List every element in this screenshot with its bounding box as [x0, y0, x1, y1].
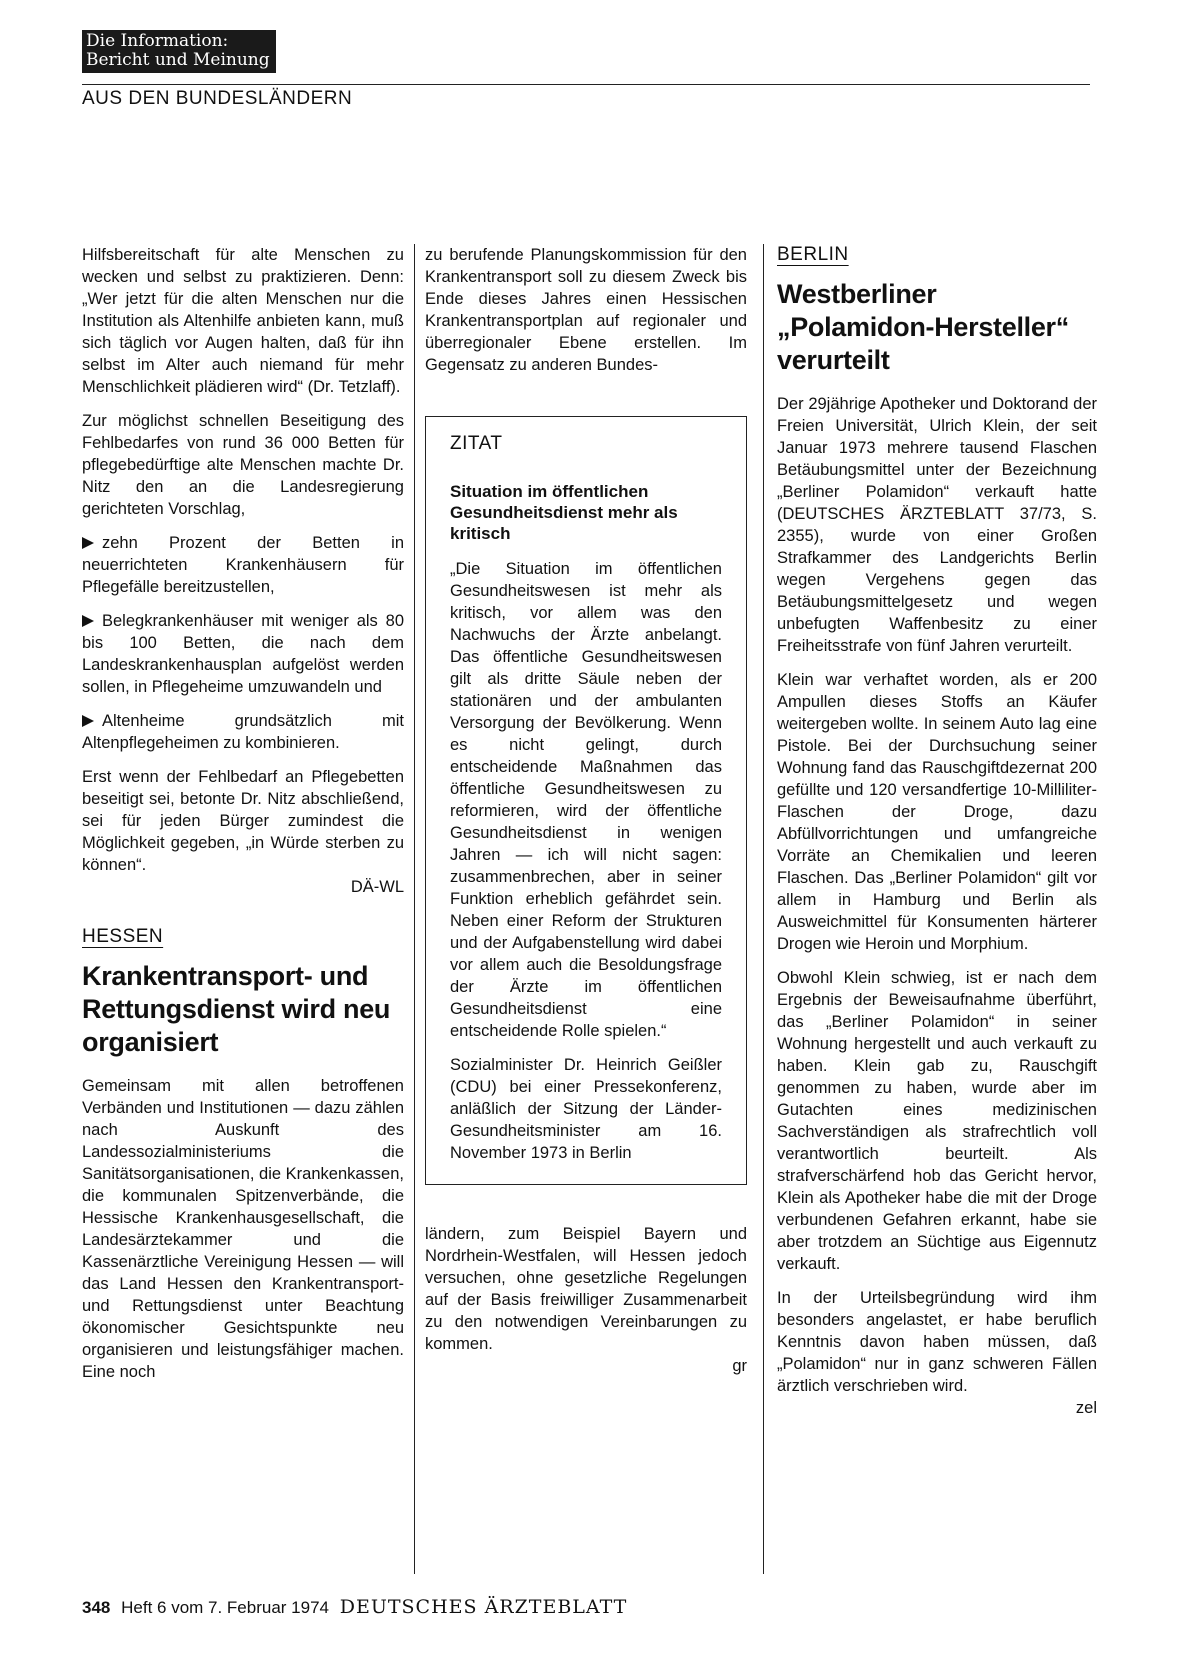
column-3 — [777, 244, 1097, 1431]
paragraph — [82, 766, 404, 898]
author-signature: zel — [1075, 1399, 1097, 1417]
bullet-item — [82, 710, 404, 754]
header-rule — [82, 84, 1090, 85]
quote-text: „Die Situation im öffentlichen Gesundheitswesen ist mehr als kritisch, vor allem was den Nachwuchs der Ärzte anbelangt. Das öffentliche Gesundheitswesen gilt als dritte Säule neben der stationären und der ambulanten Versorgung der Bevölkerung. Wenn es nicht gelingt, durch entscheidende Maßnahmen das öffentliche Gesundheitswesen zu reformieren, wird der öffentliche Gesundheitsdienst in wenigen Jahren — ich will nicht sagen: zusammenbrechen, aber in seiner Funktion erheblich gefährdet sein. Neben einer Reform der Strukturen und der Aufgabenstellung wird dabei vor allem auch die Besoldungsfrage der Ärzte im öffentlichen Gesundheitsdienst eine entscheidende Rolle spielen.“ — [450, 560, 722, 1040]
badge-line-2: Bericht und Meinung — [86, 50, 270, 70]
section-title: AUS DEN BUNDESLÄNDERN — [82, 88, 353, 109]
paragraph: Der 29jährige Apotheker und Doktorand der Freien Universität, Ulrich Klein, der seit Januar 1973 mehrere tausend Flaschen Betäubungsmittel unter der Bezeichnung „Berliner Polamidon“ verkauft hatte (DEUTSCHES ÄRZTEBLATT 37/73, S. 2355), wurde von einer Großen Strafkammer des Landgerichts Berlin wegen Vergehens gegen das Betäubungsmittelgesetz und wegen unbefugten Waffenbesitz zu einer Freiheitsstrafe von fünf Jahren verurteilt. — [777, 395, 1097, 655]
region-label-hessen: HESSEN — [82, 926, 164, 947]
paragraph — [425, 1223, 747, 1377]
column-1 — [82, 244, 404, 1395]
article-headline-hessen: Krankentransport- und Rettungsdienst wird neu organisiert — [82, 961, 391, 1057]
quote-source: Sozialminister Dr. Heinrich Geißler (CDU) bei einer Pressekonferenz, anläßlich der Sitzung der Länder-Gesundheitsminister am 16. November 1973 in Berlin — [450, 1056, 722, 1162]
column-divider-2 — [763, 244, 764, 1574]
quote-title: Situation im öffentlichen Gesundheitsdienst mehr als kritisch — [450, 482, 678, 543]
issue-info: Heft 6 vom 7. Februar 1974 — [121, 1598, 329, 1617]
bullet-text: Altenheime grundsätzlich mit Altenpflegeheimen zu kombinieren. — [82, 712, 404, 752]
author-signature: gr — [732, 1357, 747, 1375]
paragraph: zu berufende Planungskommission für den Krankentransport soll zu diesem Zweck bis Ende dieses Jahres einen Hessischen Krankentransportplan auf regionaler und überregionaler Ebene erstellen. Im Gegensatz zu anderen Bundes- — [425, 246, 747, 374]
author-signature: DÄ-WL — [350, 878, 404, 896]
page-footer — [82, 1596, 627, 1618]
bullet-item — [82, 610, 404, 698]
page-number: 348 — [82, 1598, 111, 1617]
region-label-berlin: BERLIN — [777, 244, 849, 265]
paragraph: Hilfsbereitschaft für alte Menschen zu wecken und selbst zu praktizieren. Denn: „Wer jetzt für die alten Menschen nur die Institution als Altenhilfe anbieten kann, muß sich täglich vor Augen halten, daß für ihn selbst im Alter auch niemand für mehr Menschlichkeit plädieren wird“ (Dr. Tetzlaff). — [82, 246, 404, 396]
paragraph: Klein war verhaftet worden, als er 200 Ampullen dieses Stoffs an Käufer weitergeben wollte. In seinem Auto lag eine Pistole. Bei der Durchsuchung seiner Wohnung fand das Rauschgiftdezernat 200 gefüllte und 120 versandfertige 10-Milliliter-Flaschen der Droge, dazu Abfüllvorrichtungen und umfangreiche Vorräte an Chemikalien und leeren Flaschen. Das „Berliner Polamidon“ gilt vor allem in Hamburg und Berlin als Ausweichmittel für Konsumenten härterer Drogen wie Heroin und Morphium. — [777, 671, 1097, 953]
paragraph-text: In der Urteilsbegründung wird ihm besonders angelastet, er habe beruflich Kenntnis davon haben müssen, daß „Polamidon“ nur in ganz schweren Fällen ärztlich verschrieben wird. — [777, 1289, 1097, 1395]
bullet-text: Belegkrankenhäuser mit weniger als 80 bis 100 Betten, die nach dem Landeskrankenhausplan aufgelöst werden sollen, in Pflegeheime umzuwandeln und — [82, 612, 404, 696]
quote-box — [425, 416, 747, 1185]
triangle-bullet-icon — [82, 537, 94, 549]
bullet-item — [82, 532, 404, 598]
paragraph: Obwohl Klein schwieg, ist er nach dem Ergebnis der Beweisaufnahme überführt, das „Berliner Polamidon“ in seiner Wohnung hergestellt und auch verkauft zu haben. Klein gab zu, Rauschgift genommen zu haben, wurde aber im Gutachten eines medizinischen Sachverständigen als strafrechtlich voll verantwortlich beurteilt. Als strafverschärfend hob das Gericht hervor, Klein als Apotheker habe die mit der Droge verbundenen Gefahren erkannt, habe sie aber trotzdem an Süchtige aus Eigennutz verkauft. — [777, 969, 1097, 1273]
journal-name: DEUTSCHES ÄRZTEBLATT — [339, 1596, 628, 1618]
quote-label: ZITAT — [450, 433, 503, 454]
paragraph — [777, 1287, 1097, 1419]
triangle-bullet-icon — [82, 715, 94, 727]
badge-line-1: Die Information: — [86, 31, 229, 51]
column-divider-1 — [414, 244, 415, 1574]
paragraph-text: Erst wenn der Fehlbedarf an Pflegebetten beseitigt sei, betonte Dr. Nitz abschließend, sei für jeden Bürger zumindest die Möglichkeit gegeben, „in Würde sterben zu können“. — [82, 768, 404, 874]
paragraph: Zur möglichst schnellen Beseitigung des Fehlbedarfes von rund 36 000 Betten für pflegebedürftige alte Menschen machte Dr. Nitz den an die Landesregierung gerichteten Vorschlag, — [82, 412, 404, 518]
column-2 — [425, 244, 747, 1389]
triangle-bullet-icon — [82, 615, 94, 627]
paragraph: Gemeinsam mit allen betroffenen Verbänden und Institutionen — dazu zählen nach Auskunft des Landessozialministeriums die Sanitätsorganisationen, die Krankenkassen, die kommunalen Spitzenverbände, die Hessische Krankenhausgesellschaft, die Landesärztekammer und die Kassenärztliche Vereinigung Hessen — will das Land Hessen den Krankentransport- und Rettungsdienst unter Beachtung ökonomischer Gesichtspunkte neu organisieren und leistungsfähiger machen. Eine noch — [82, 1077, 404, 1381]
paragraph-text: ländern, zum Beispiel Bayern und Nordrhein-Westfalen, will Hessen jedoch versuchen, ohne gesetzliche Regelungen auf der Basis freiwilliger Zusammenarbeit zu den notwendigen Vereinbarungen zu kommen. — [425, 1225, 747, 1353]
article-headline-berlin: Westberliner „Polamidon-Hersteller“ verurteilt — [777, 279, 1069, 375]
bullet-text: zehn Prozent der Betten in neuerrichteten Krankenhäusern für Pflegefälle bereitzustellen, — [82, 534, 404, 596]
rubric-badge — [82, 30, 276, 73]
